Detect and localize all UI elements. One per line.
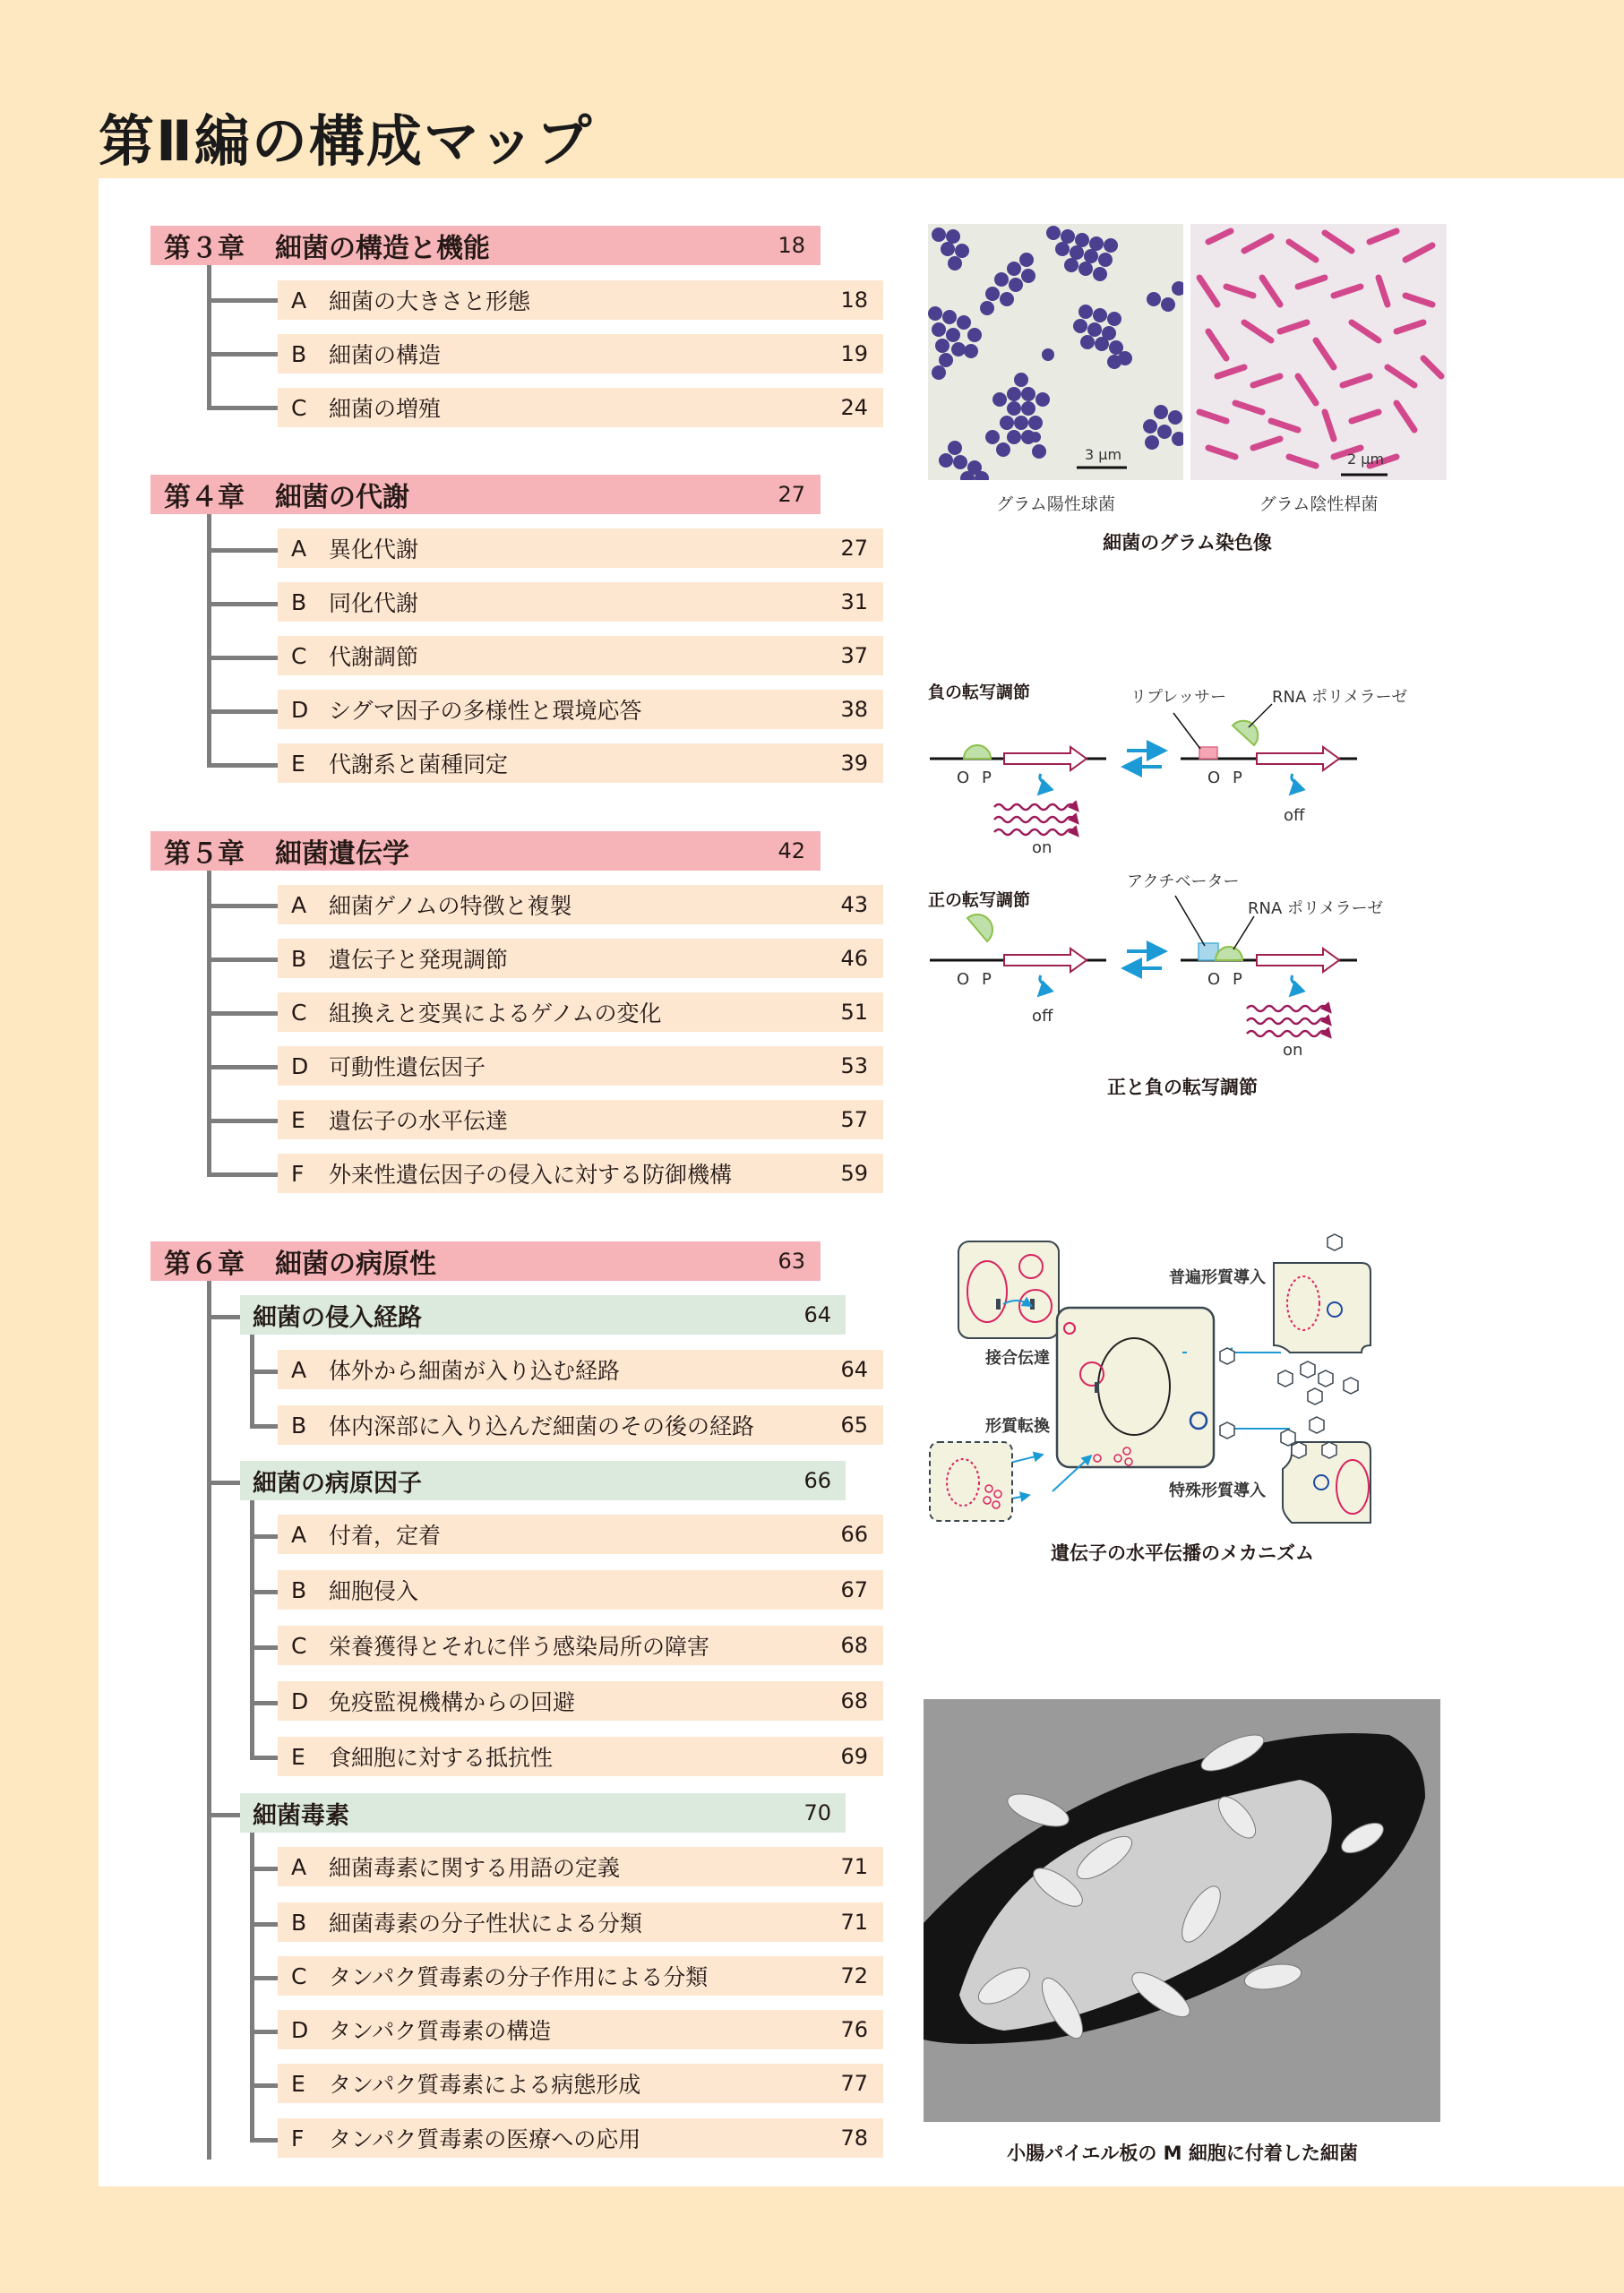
tree-branch [207, 656, 279, 660]
item-title: 代謝調節 [329, 644, 419, 670]
tree-branch [207, 1315, 241, 1319]
toc-item[interactable] [278, 2118, 883, 2158]
item-letter: B [291, 1576, 307, 1603]
item-letter: D [291, 696, 309, 723]
operator-label: O [1207, 970, 1221, 989]
page-number: 65 [840, 1413, 868, 1438]
page-number: 69 [840, 1744, 868, 1769]
tree-branch [250, 1701, 279, 1705]
state-label-off: off [1032, 1007, 1053, 1026]
promoter-label: P [982, 970, 992, 989]
page-number: 27 [778, 482, 805, 507]
tree-branch [250, 1645, 279, 1650]
item-title: 免疫監視機構からの回避 [329, 1689, 576, 1715]
page-number: 57 [840, 1107, 868, 1132]
item-letter: B [291, 588, 307, 615]
page-number: 70 [803, 1800, 831, 1825]
tree-branch [250, 1922, 279, 1927]
item-title: 遺伝子の水平伝達 [329, 1108, 509, 1134]
page-number: 71 [840, 1910, 868, 1935]
page-number: 19 [840, 341, 868, 366]
toc-item[interactable] [278, 1847, 883, 1886]
page-number: 72 [840, 1963, 868, 1988]
toc-item[interactable] [278, 2010, 883, 2049]
page-number: 71 [840, 1854, 868, 1879]
toc-item[interactable] [278, 939, 883, 978]
toc-item[interactable] [278, 1046, 883, 1086]
tree-branch [207, 1813, 241, 1817]
toc-item[interactable] [278, 636, 883, 675]
toc-item[interactable] [278, 582, 883, 622]
item-title: 組換えと変異によるゲノムの変化 [329, 1001, 662, 1026]
tree-line [207, 265, 211, 408]
toc-item[interactable] [278, 528, 883, 568]
specialized-transduction-label: 特殊形質導入 [1169, 1481, 1266, 1500]
item-letter: B [291, 340, 307, 367]
section-header[interactable] [240, 1461, 846, 1500]
page-number: 27 [840, 536, 868, 561]
page-number: 42 [778, 838, 805, 863]
section-header[interactable] [240, 1295, 846, 1335]
toc-item[interactable] [278, 885, 883, 924]
toc-item[interactable] [278, 1737, 883, 1776]
chapter-title: 細菌の構造と機能 [275, 233, 490, 264]
page-number: 78 [840, 2126, 868, 2151]
tree-branch [250, 1976, 279, 1980]
promoter-label: P [1233, 769, 1242, 787]
state-label-on: on [1283, 1041, 1303, 1060]
tree-branch [250, 2030, 279, 2034]
item-letter: A [291, 1356, 307, 1383]
tree-branch [207, 958, 279, 962]
item-title: 細菌の構造 [329, 342, 442, 368]
item-title: 代謝系と菌種同定 [329, 751, 509, 777]
sem-image [924, 1699, 1440, 2122]
page-number: 68 [840, 1688, 868, 1713]
diagram-title: 負の転写調節 [928, 683, 1031, 702]
tree-branch [250, 1534, 279, 1539]
item-letter: C [291, 642, 307, 669]
toc-item[interactable] [278, 1405, 883, 1445]
figure-sublabel: グラム陰性桿菌 [1259, 494, 1379, 514]
item-letter: A [291, 535, 307, 562]
page-number: 39 [840, 751, 868, 776]
figure-caption: 小腸パイエル板の M 細胞に付着した細菌 [1007, 2143, 1358, 2164]
toc-item[interactable] [278, 388, 883, 427]
item-title: タンパク質毒素の構造 [329, 2018, 552, 2044]
conjugation-label: 接合伝達 [985, 1349, 1050, 1368]
item-title: タンパク質毒素による病態形成 [329, 2072, 641, 2098]
item-letter: E [291, 750, 305, 777]
tree-branch [250, 1867, 279, 1871]
tree-branch [207, 298, 279, 303]
scale-bar-label: 2 μm [1347, 451, 1385, 468]
item-title: 遺伝子と発現調節 [329, 947, 509, 973]
item-letter: F [291, 1160, 305, 1187]
toc-item[interactable] [278, 690, 883, 729]
item-title: 異化代謝 [329, 537, 419, 563]
page-number: 31 [840, 589, 868, 614]
tree-branch [207, 904, 279, 908]
item-letter: C [291, 999, 307, 1026]
tree-branch [207, 406, 279, 410]
tree-branch [207, 1065, 279, 1069]
section-header[interactable] [240, 1793, 846, 1833]
tree-branch [250, 1424, 279, 1429]
diagram-title: 正の転写調節 [928, 890, 1031, 910]
section-title: 細菌の侵入経路 [253, 1303, 422, 1332]
promoter-label: P [1233, 970, 1242, 989]
item-title: 細菌ゲノムの特徴と複製 [329, 893, 572, 919]
page-number: 64 [803, 1302, 831, 1327]
page-number: 66 [840, 1522, 868, 1547]
item-title: シグマ因子の多様性と環境応答 [329, 698, 642, 724]
chapter-title: 細菌の病原性 [275, 1249, 436, 1280]
item-title: 可動性遺伝因子 [329, 1054, 486, 1080]
figure-caption: 遺伝子の水平伝播のメカニズム [1051, 1542, 1314, 1564]
tree-branch [207, 1481, 241, 1485]
tree-branch [250, 1370, 279, 1374]
item-letter: E [291, 2070, 305, 2097]
item-title: 体外から細菌が入り込む経路 [329, 1358, 621, 1384]
chapter-number: 第４章 [164, 482, 245, 513]
tree-branch [207, 602, 279, 606]
state-label-on: on [1032, 838, 1053, 857]
figure-sublabel: グラム陽性球菌 [996, 494, 1115, 514]
page-number: 38 [840, 697, 868, 722]
item-letter: D [291, 1688, 309, 1714]
item-letter: C [291, 394, 307, 421]
page-number: 24 [840, 395, 868, 420]
item-letter: B [291, 1909, 307, 1936]
state-label-off: off [1284, 806, 1305, 825]
page-number: 43 [840, 892, 868, 917]
item-letter: E [291, 1743, 305, 1770]
item-title: 体内深部に入り込んだ細菌のその後の経路 [329, 1413, 755, 1439]
chapter-title: 細菌遺伝学 [275, 838, 409, 870]
page-title: 第Ⅱ編の構成マップ [99, 108, 594, 174]
item-title: 細菌毒素に関する用語の定義 [329, 1855, 621, 1881]
activator-label: アクチベーター [1127, 872, 1240, 891]
page-number: 51 [840, 1000, 868, 1025]
tree-branch [250, 1590, 279, 1594]
chapter-number: 第３章 [164, 233, 245, 264]
gram-positive-image [928, 224, 1183, 480]
scale-bar-label: 3 μm [1085, 446, 1122, 463]
figure-caption: 正と負の転写調節 [1107, 1077, 1258, 1098]
item-letter: D [291, 1052, 309, 1079]
item-letter: B [291, 945, 307, 972]
tree-line [207, 870, 211, 1174]
item-title: 付着，定着 [329, 1523, 442, 1549]
page-number: 18 [778, 233, 805, 258]
tree-line [250, 1833, 254, 2142]
operator-label: O [1207, 769, 1221, 787]
toc-item[interactable] [278, 334, 883, 374]
toc-item[interactable] [278, 1515, 883, 1554]
item-letter: A [291, 1521, 307, 1548]
toc-item[interactable] [278, 1100, 883, 1139]
item-title: 細胞侵入 [329, 1578, 419, 1604]
toc-item[interactable] [278, 1681, 883, 1721]
item-title: タンパク質毒素の分子作用による分類 [329, 1964, 709, 1990]
section-title: 細菌の病原因子 [253, 1469, 422, 1498]
item-title: 細菌の増殖 [329, 396, 442, 422]
page-number: 59 [840, 1161, 868, 1186]
item-title: 外来性遺伝因子の侵入に対する防御機構 [329, 1162, 733, 1188]
toc-item[interactable] [278, 1626, 883, 1665]
horizontal-transfer-diagram [914, 1227, 1469, 1532]
tree-branch [207, 1172, 279, 1177]
item-title: 同化代謝 [329, 590, 419, 616]
item-title: 細菌毒素の分子性状による分類 [329, 1911, 643, 1937]
chapter-number: 第６章 [164, 1249, 245, 1280]
item-title: 細菌の大きさと形態 [329, 288, 531, 314]
chapter-header[interactable] [150, 226, 821, 265]
operator-label: O [957, 970, 970, 989]
chapter-header[interactable] [150, 831, 821, 871]
toc-item[interactable] [278, 1154, 883, 1193]
page-number: 66 [803, 1468, 831, 1493]
page-number: 18 [840, 288, 868, 313]
tree-branch [207, 352, 279, 356]
tree-line [250, 1335, 254, 1429]
tree-branch [250, 2138, 279, 2143]
tree-branch [250, 2083, 279, 2088]
gram-negative-image [1190, 224, 1447, 480]
toc-item[interactable] [278, 1350, 883, 1389]
rna-polymerase-label: RNA ポリメラーゼ [1272, 688, 1408, 707]
tree-branch [207, 548, 279, 553]
toc-item[interactable] [278, 1956, 883, 1996]
page-number: 68 [840, 1633, 868, 1658]
page-number: 64 [840, 1357, 868, 1382]
chapter-title: 細菌の代謝 [275, 482, 409, 513]
tree-branch [207, 1119, 279, 1123]
item-letter: A [291, 1853, 307, 1880]
page-number: 37 [840, 643, 868, 668]
transcription-diagram [914, 663, 1469, 1093]
item-letter: D [291, 2016, 309, 2043]
toc-item[interactable] [278, 1570, 883, 1610]
page-number: 63 [778, 1249, 805, 1274]
item-letter: B [291, 1412, 307, 1438]
tree-branch [207, 1011, 279, 1016]
toc-item[interactable] [278, 2064, 883, 2103]
toc-item[interactable] [278, 280, 883, 320]
tree-branch [207, 709, 279, 714]
item-letter: E [291, 1106, 305, 1133]
section-title: 細菌毒素 [253, 1801, 349, 1830]
item-title: タンパク質毒素の医療への応用 [329, 2126, 641, 2152]
rna-polymerase-label: RNA ポリメラーゼ [1248, 899, 1384, 918]
item-letter: A [291, 891, 307, 918]
tree-line [250, 1500, 254, 1757]
generalized-transduction-label: 普遍形質導入 [1169, 1268, 1266, 1287]
chapter-header[interactable] [150, 475, 821, 514]
page-number: 53 [840, 1053, 868, 1078]
repressor-label: リプレッサー [1130, 688, 1227, 707]
chapter-number: 第５章 [164, 838, 245, 870]
toc-item[interactable] [278, 992, 883, 1032]
page-number: 77 [840, 2071, 868, 2096]
chapter-header[interactable] [150, 1241, 821, 1281]
page-number: 46 [840, 946, 868, 971]
item-letter: C [291, 1962, 307, 1989]
transformation-label: 形質転換 [985, 1417, 1050, 1436]
item-letter: C [291, 1632, 307, 1659]
item-title: 食細胞に対する抵抗性 [329, 1745, 554, 1771]
tree-branch [250, 1756, 279, 1760]
operator-label: O [957, 769, 970, 787]
item-title: 栄養獲得とそれに伴う感染局所の障害 [329, 1634, 710, 1660]
promoter-label: P [982, 769, 992, 787]
toc-item[interactable] [278, 743, 883, 783]
page-number: 76 [840, 2017, 868, 2042]
figure-caption: 細菌のグラム染色像 [1103, 532, 1272, 554]
page-number: 67 [840, 1577, 868, 1602]
tree-line [207, 1280, 211, 2160]
item-letter: F [291, 2125, 305, 2151]
tree-branch [207, 763, 279, 768]
item-letter: A [291, 287, 307, 313]
toc-item[interactable] [278, 1902, 883, 1942]
